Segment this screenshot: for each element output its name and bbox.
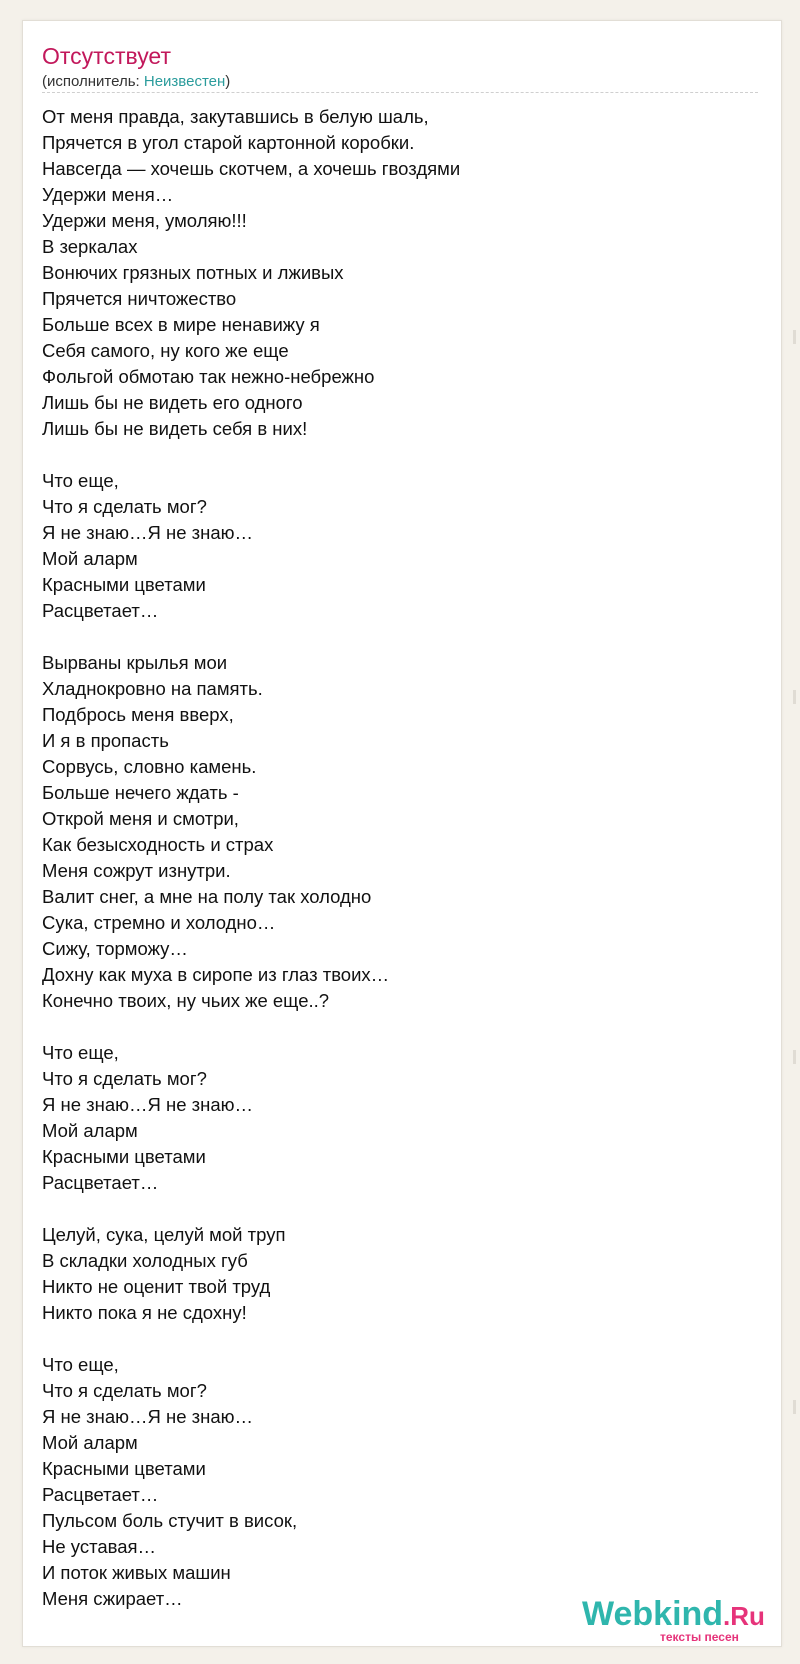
artist-suffix: ) — [225, 73, 231, 90]
lyric-line: Прячется ничтожество — [42, 288, 237, 309]
lyric-line: В складки холодных губ — [42, 1250, 248, 1271]
lyric-line: Что еще, — [42, 1354, 119, 1375]
lyric-line: Валит снег, а мне на полу так холодно — [42, 886, 372, 907]
lyric-line: Фольгой обмотаю так нежно-небрежно — [42, 366, 375, 387]
lyric-line: Хладнокровно на память. — [42, 678, 263, 699]
stanza-break — [42, 442, 742, 468]
lyric-line: Я не знаю…Я не знаю… — [42, 522, 254, 543]
lyric-line: Удержи меня… — [42, 184, 174, 205]
logo-tld: .Ru — [723, 1601, 765, 1631]
artist-link[interactable]: Неизвестен — [143, 73, 226, 90]
edge-decoration — [793, 330, 796, 344]
lyric-line: Больше всех в мире ненавижу я — [42, 314, 320, 335]
lyric-line: Целуй, сука, целуй мой труп — [42, 1224, 286, 1245]
lyric-line: Пульсом боль стучит в висок, — [42, 1510, 298, 1531]
stanza-break — [42, 1196, 742, 1222]
lyric-line: Открой меня и смотри, — [42, 808, 239, 829]
stanza-break — [42, 1014, 742, 1040]
lyric-line: Себя самого, ну кого же еще — [42, 340, 289, 361]
lyric-line: Меня сжирает… — [42, 1588, 183, 1609]
artist-line — [42, 72, 230, 92]
lyric-line: Я не знаю…Я не знаю… — [42, 1406, 254, 1427]
lyric-line: Подбрось меня вверх, — [42, 704, 234, 725]
lyric-line: Что я сделать мог? — [42, 496, 207, 517]
lyric-line: Сука, стремно и холодно… — [42, 912, 276, 933]
lyric-line: Мой аларм — [42, 1120, 138, 1141]
lyric-line: И поток живых машин — [42, 1562, 231, 1583]
lyric-line: Я не знаю…Я не знаю… — [42, 1094, 254, 1115]
lyric-line: Удержи меня, умоляю!!! — [42, 210, 247, 231]
lyric-line: Сижу, торможу… — [42, 938, 188, 959]
stanza-break — [42, 1326, 742, 1352]
lyric-line: Вырваны крылья мои — [42, 652, 228, 673]
logo-brand: Webkind — [582, 1595, 724, 1633]
lyric-line: В зеркалах — [42, 236, 138, 257]
lyric-line: Меня сожрут изнутри. — [42, 860, 231, 881]
lyric-line: Конечно твоих, ну чьих же еще..? — [42, 990, 330, 1011]
lyric-line: Что еще, — [42, 1042, 119, 1063]
site-logo[interactable] — [582, 1594, 774, 1644]
lyric-line: Не уставая… — [42, 1536, 157, 1557]
lyric-line: Мой аларм — [42, 1432, 138, 1453]
lyric-line: Вонючих грязных потных и лживых — [42, 262, 344, 283]
lyric-line: Что я сделать мог? — [42, 1380, 207, 1401]
lyric-line: Расцветает… — [42, 1172, 159, 1193]
edge-decoration — [793, 1050, 796, 1064]
lyric-line: Мой аларм — [42, 548, 138, 569]
lyric-line: Прячется в угол старой картонной коробки. — [42, 132, 415, 153]
lyric-line: Красными цветами — [42, 1146, 206, 1167]
lyric-line: Расцветает… — [42, 600, 159, 621]
lyric-line: Красными цветами — [42, 1458, 206, 1479]
lyric-line: Как безысходность и страх — [42, 834, 274, 855]
artist-prefix: (исполнитель: — [42, 73, 144, 90]
lyrics-text — [42, 104, 742, 1612]
lyric-line: Красными цветами — [42, 574, 206, 595]
title-divider — [42, 92, 758, 93]
lyric-line: Больше нечего ждать - — [42, 782, 239, 803]
song-title: Отсутствует — [42, 43, 171, 69]
lyric-line: Лишь бы не видеть его одного — [42, 392, 303, 413]
lyric-line: Расцветает… — [42, 1484, 159, 1505]
logo-tagline: тексты песен — [660, 1630, 739, 1644]
lyric-line: От меня правда, закутавшись в белую шаль, — [42, 106, 429, 127]
lyric-line: Что еще, — [42, 470, 119, 491]
edge-decoration — [793, 1400, 796, 1414]
lyric-line: Лишь бы не видеть себя в них! — [42, 418, 308, 439]
lyric-line: Дохну как муха в сиропе из глаз твоих… — [42, 964, 390, 985]
lyric-line: Никто пока я не сдохну! — [42, 1302, 247, 1323]
lyric-line: Что я сделать мог? — [42, 1068, 207, 1089]
lyric-line: Навсегда — хочешь скотчем, а хочешь гвоздями — [42, 158, 461, 179]
lyric-line: Никто не оценит твой труд — [42, 1276, 271, 1297]
lyric-line: И я в пропасть — [42, 730, 169, 751]
lyric-line: Сорвусь, словно камень. — [42, 756, 257, 777]
edge-decoration — [793, 690, 796, 704]
stanza-break — [42, 624, 742, 650]
